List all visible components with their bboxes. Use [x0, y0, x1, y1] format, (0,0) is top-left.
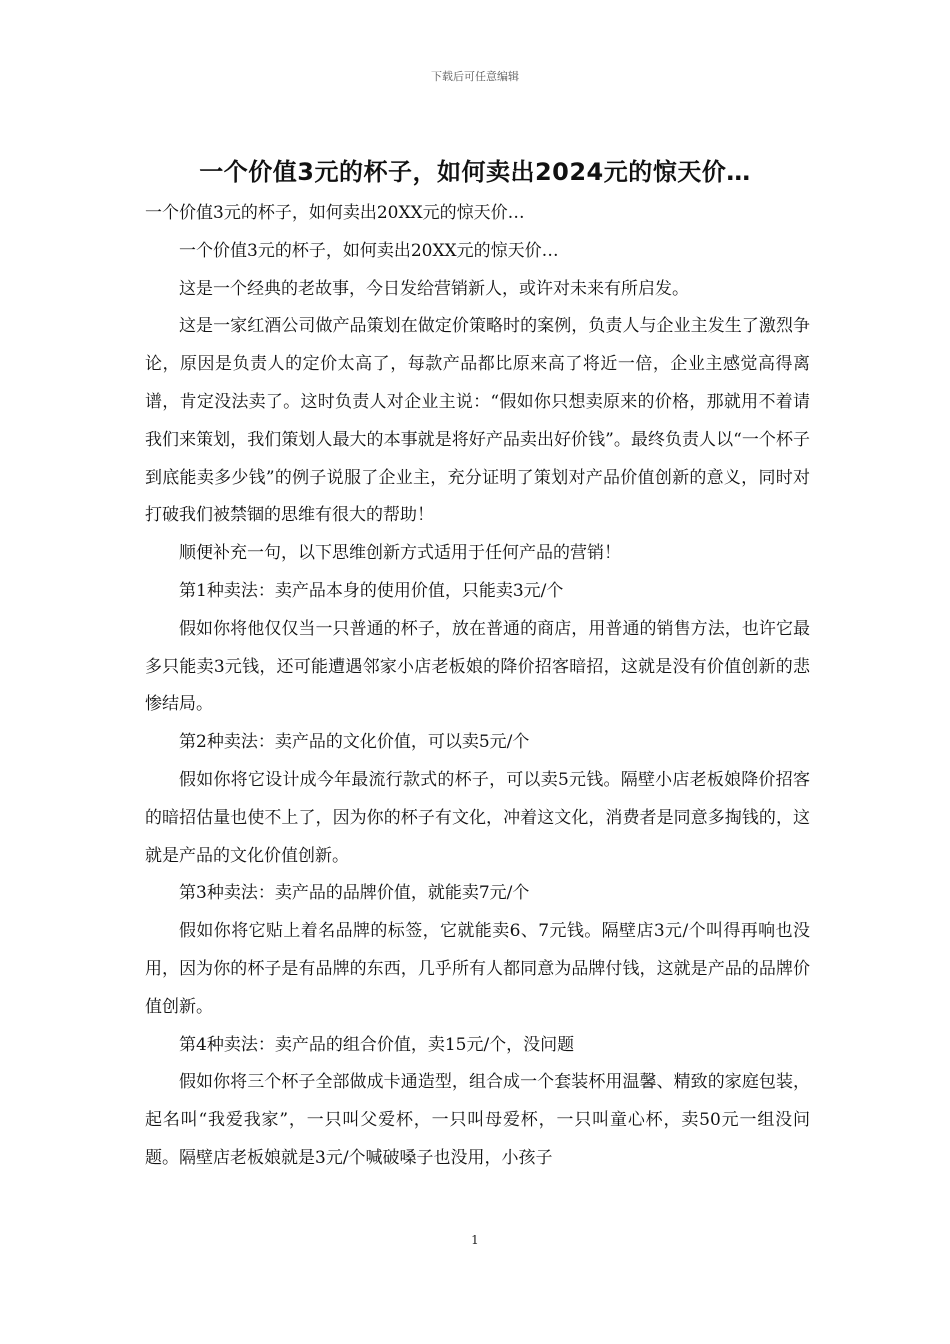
- paragraph-intro: 这是一个经典的老故事，今日发给营销新人，或许对未来有所启发。: [179, 278, 689, 299]
- paragraph-note: 顺便补充一句，以下思维创新方式适用于任何产品的营销！: [179, 543, 621, 564]
- document-body: [145, 195, 810, 1178]
- method-4-body: 假如你将三个杯子全部做成卡通造型，组合成一个套装杯用温馨、精致的家庭包装，起名叫“我爱我家”，一只叫父爱杯，一只叫母爱杯，一只叫童心杯，卖50元一组没问题。隔壁店老板娘就是3元/个喊破嗓子也没用，小孩子: [145, 1072, 810, 1168]
- document-title: 一个价值3元的杯子，如何卖出2024元的惊天价…: [199, 158, 751, 186]
- page-number: 1: [471, 1233, 479, 1247]
- method-2-body: 假如你将它设计成今年最流行款式的杯子，可以卖5元钱。隔壁小店老板娘降价招客的暗招估量也使不上了，因为你的杯子有文化，冲着这文化，消费者是同意多掏钱的，这就是产品的文化价值创新。: [145, 769, 810, 866]
- method-2-heading: 第2种卖法：卖产品的文化价值，可以卖5元/个: [179, 732, 530, 753]
- method-1-heading: 第1种卖法：卖产品本身的使用价值，只能卖3元/个: [179, 580, 564, 601]
- method-4-heading: 第4种卖法：卖产品的组合价值，卖15元/个，没问题: [179, 1034, 575, 1055]
- paragraph-subtitle: 一个价值3元的杯子，如何卖出20XX元的惊天价…: [145, 203, 525, 223]
- paragraph-heading-repeat: 一个价值3元的杯子，如何卖出20XX元的惊天价…: [179, 240, 559, 261]
- paragraph-case: 这是一家红酒公司做产品策划在做定价策略时的案例，负责人与企业主发生了激烈争论，原因是负责人的定价太高了，每款产品都比原来高了将近一倍，企业主感觉高得离谱，肯定没法卖了。这时负责人对企业主说：“假如你只想卖原来的价格，那就用不着请我们来策划，我们策划人最大的本事就是将好产品卖出好价钱”。最终负责人以“一个杯子到底能卖多少钱”的例子说服了企业主，充分证明了策划对产品价值创新的意义，同时对打破我们被禁锢的思维有很大的帮助！: [145, 316, 810, 526]
- method-1-body: 假如你将他仅仅当一只普通的杯子，放在普通的商店，用普通的销售方法，也许它最多只能卖3元钱，还可能遭遇邻家小店老板娘的降价招客暗招，这就是没有价值创新的悲惨结局。: [145, 618, 810, 715]
- method-3-heading: 第3种卖法：卖产品的品牌价值，就能卖7元/个: [179, 883, 530, 904]
- method-3-body: 假如你将它贴上着名品牌的标签，它就能卖6、7元钱。隔壁店3元/个叫得再响也没用，因为你的杯子是有品牌的东西，几乎所有人都同意为品牌付钱，这就是产品的品牌价值创新。: [145, 921, 810, 1017]
- header-note: 下载后可任意编辑: [431, 70, 519, 83]
